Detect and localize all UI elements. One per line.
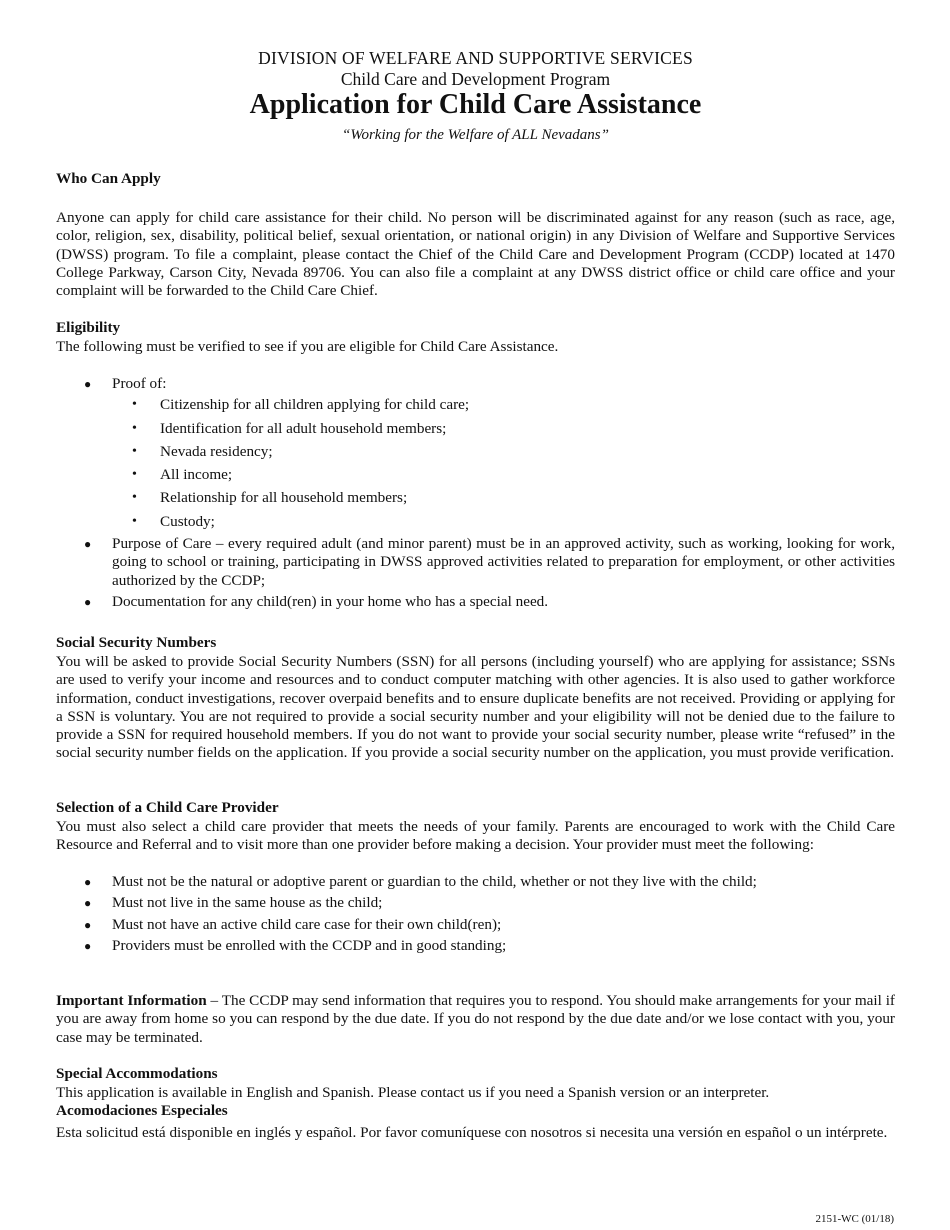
list-item	[56, 375, 895, 533]
provider-heading: Selection of a Child Care Provider	[56, 799, 279, 816]
list-item: • Citizenship for all children applying for child care;	[56, 393, 895, 416]
provider-requirements-list	[56, 873, 895, 955]
list-item: • Nevada residency;	[56, 440, 895, 463]
important-info	[56, 992, 895, 1047]
list-item: • Custody;	[56, 510, 895, 533]
eligibility-list	[56, 375, 895, 611]
ssn-heading: Social Security Numbers	[56, 634, 217, 651]
ssn-text: You will be asked to provide Social Security Numbers (SSN) for all persons (including yourself) who are applying for assistance; SSNs are used to verify your income and resources and to conduct computer matching with other agencies. It is also used to gather workforce information, conduct investigations, recover overpaid benefits and to ensure duplicate benefits are not received. Providing or applying for a SSN is voluntary. You are not required to provide a social security number and your eligibility will not be denied due to the failure to provide a SSN for required household members. If you do not want to provide your social security number, please write “refused” in the social security number fields on the application. If you provide a social security number on the application, you must provide verification.	[56, 653, 895, 762]
list-item: • Relationship for all household members;	[56, 486, 895, 509]
accommodations-text-es: Esta solicitud está disponible en inglés y español. Por favor comuníquese con nosotros si necesita una versión en español o un intérprete.	[56, 1124, 888, 1141]
proof-label: Proof of:	[112, 375, 167, 392]
who-can-apply-text: Anyone can apply for child care assistance for their child. No person will be discriminated against for any reason (such as race, age, color, religion, sex, disability, political belief, sexual orientation, or national origin) in any Division of Welfare and Supportive Services (DWSS) program. To file a complaint, please contact the Chief of the Child Care and Development Program (CCDP) located at 1470 College Parkway, Carson City, Nevada 89706. You can also file a complaint at any DWSS district office or child care office and your complaint will be forwarded to the Child Care Chief.	[56, 209, 895, 300]
accommodations-heading: Special Accommodations	[56, 1065, 218, 1082]
list-item: • All income;	[56, 463, 895, 486]
list-item: ● Documentation for any child(ren) in your home who has a special need.	[56, 593, 895, 611]
list-item: ● Must not be the natural or adoptive parent or guardian to the child, whether or not they live with the child;	[56, 873, 895, 891]
form-code: 2151-WC (01/18)	[815, 1213, 894, 1225]
accommodations-text: This application is available in English and Spanish. Please contact us if you need a Spanish version or an interpreter.	[56, 1084, 770, 1101]
list-item: • Identification for all adult household members;	[56, 417, 895, 440]
provider-text: You must also select a child care provider that meets the needs of your family. Parents are encouraged to work with the Child Care Resource and Referral and to visit more than one provider before making a decision. Your provider must meet the following:	[56, 818, 895, 854]
list-item: ● Must not live in the same house as the child;	[56, 894, 895, 912]
eligibility-heading: Eligibility	[56, 319, 121, 336]
important-text: – The CCDP may send information that requires you to respond. You should make arrangements for your mail if you are away from home so you can respond by the due date. If you do not respond by the due date and/or we lose contact with you, your case may be terminated.	[56, 992, 895, 1046]
page-title: Application for Child Care Assistance	[249, 89, 702, 120]
accommodations-heading-es: Acomodaciones Especiales	[56, 1102, 228, 1119]
who-can-apply-heading: Who Can Apply	[56, 170, 161, 187]
list-item: ● Providers must be enrolled with the CCDP and in good standing;	[56, 937, 895, 955]
agency-name: DIVISION OF WELFARE AND SUPPORTIVE SERVICES	[258, 48, 693, 68]
motto: “Working for the Welfare of ALL Nevadans”	[342, 127, 609, 143]
program-name: Child Care and Development Program	[340, 69, 611, 89]
important-heading: Important Information	[56, 992, 207, 1009]
list-item: ● Purpose of Care – every required adult (and minor parent) must be in an approved activity, such as working, looking for work, going to school or training, participating in DWSS approved activities related to preparation for employment, or other activities authorized by the CCDP;	[56, 535, 895, 590]
list-item: ● Must not have an active child care case for their own child(ren);	[56, 916, 895, 934]
eligibility-intro: The following must be verified to see if you are eligible for Child Care Assistance.	[56, 338, 559, 355]
